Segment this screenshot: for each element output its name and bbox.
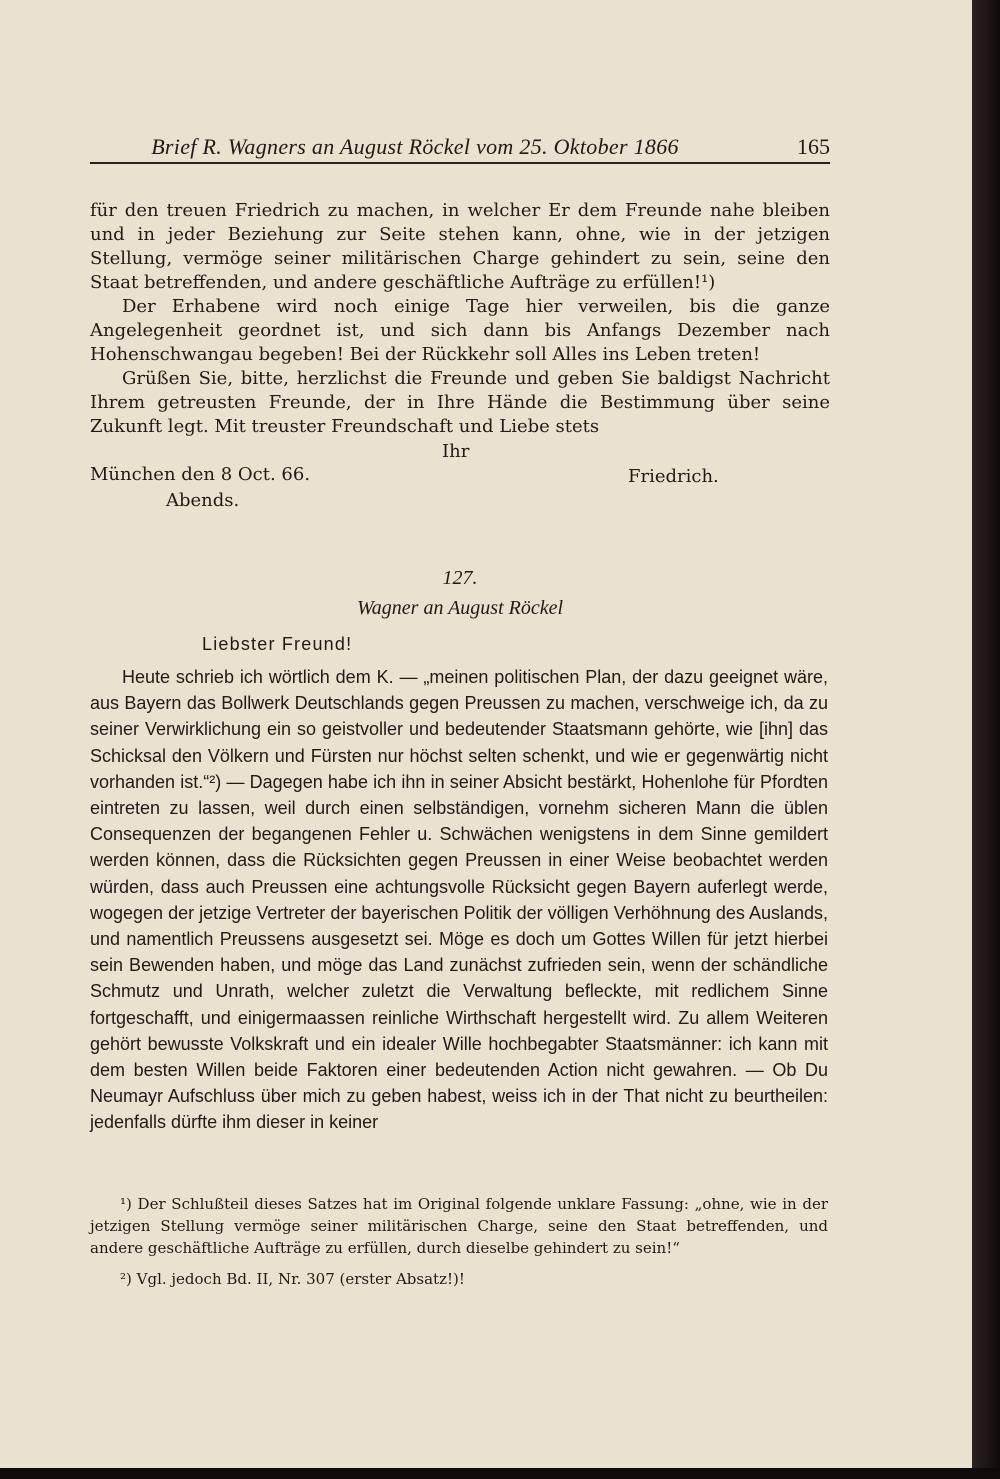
letter-body: Heute schrieb ich wörtlich dem K. — „meinen politischen Plan, der dazu geeignet wäre, aus Bayern das Bollwerk Deutschlands gegen Preussen zu machen, verschweige ich, da zu seiner Verwirklichung ein so geistvoller und bedeutender Staatsmann gehörte, wie [ihn] das Schicksal den Völkern und Fürsten nur höchst selten schenkt, und wie er gegenwärtig nicht vorhanden ist.“²) — Dagegen habe ich ihn in seiner Absicht bestärkt, Hohenlohe für Pfordten eintreten zu lassen, weil durch einen selbständigen, vornehm sicheren Mann die üblen Consequenzen der begangenen Fehler u. Schwächen wenigstens in dem Sinne gemildert werden können, dass die Rücksichten gegen Preussen in einer Weise beobachtet werden würden, dass auch Preussen eine achtungsvolle Rücksicht gegen Bayern auferlegt werde, wogegen der jetzige Vertreter der bayerischen Politik der völligen Verhöhnung des Auslands, und namentlich Preussens ausgesetzt sei. Möge es doch um Gottes Willen für jetzt hierbei sein Bewenden haben, und möge das Land zunächst zufrieden sein, wenn der schändliche Schmutz und Unrath, welcher zuletzt die Verwaltung befleckte, mit redlichem Sinne fortgeschafft, und einigermaassen reinliche Wirthschaft hergestellt wird. Zu allem Weiteren gehört bewusste Volkskraft und ein idealer Wille hochbegabter Staatsmänner: ich kann mit dem besten Willen beide Faktoren einer bedeutenden Action nicht gewahren. — Ob Du Neumayr Aufschluss über mich zu geben habest, weiss ich in der That nicht zu beurtheilen: jedenfalls dürfte ihm dieser in keiner: [90, 667, 828, 1133]
signature: Friedrich.: [628, 466, 719, 487]
header-rule: [90, 162, 830, 164]
salutation: Liebster Freund!: [202, 634, 353, 654]
footnote-2: ²) Vgl. jedoch Bd. II, Nr. 307 (erster Absatz!)!: [120, 1270, 465, 1288]
book-spine: [972, 0, 1000, 1479]
previous-letter-paragraph-2: Der Erhabene wird noch einige Tage hier verweilen, bis die ganze Angelegenheit geordnet ist, und sich dann bis Anfangs Dezember nach Hohenschwangau begeben! Bei der Rückkehr soll Alles ins Leben treten!: [90, 296, 830, 365]
time-of-day: Abends.: [166, 490, 240, 511]
running-header: [90, 134, 830, 164]
previous-letter-paragraph-1: für den treuen Friedrich zu machen, in welcher Er dem Freunde nahe bleiben und in jeder Beziehung zur Seite stehen kann, ohne, wie in der jetzigen Stellung, vermöge seiner militärischen Charge gehindert zu sein, seine den Staat betreffenden, und andere geschäftliche Aufträge zu erfüllen!¹): [90, 200, 830, 293]
letter-heading: Wagner an August Röckel: [356, 597, 564, 619]
running-title: Brief R. Wagners an August Röckel vom 25. Oktober 1866: [151, 134, 679, 159]
previous-letter-paragraph-3: Grüßen Sie, bitte, herzlichst die Freunde und geben Sie baldigst Nachricht Ihrem getreusten Freunde, der in Ihre Hände die Bestimmung über seine Zukunft legt. Mit treuster Freundschaft und Liebe stets: [90, 368, 830, 437]
letter-number: 127.: [442, 567, 478, 589]
closing-ihr: Ihr: [442, 441, 470, 462]
page-number: 165: [797, 134, 830, 159]
footnote-1: ¹) Der Schlußteil dieses Satzes hat im Original folgende unklare Fassung: „ohne, wie in der jetzigen Stellung vermöge seiner militärischen Charge, seine den Staat betreffenden, und andere geschäftliche Aufträge zu erfüllen, durch dieselbe gehindert zu sein!“: [90, 1195, 828, 1257]
place-date: München den 8 Oct. 66.: [90, 464, 311, 485]
page-bottom-edge: [0, 1468, 1000, 1479]
